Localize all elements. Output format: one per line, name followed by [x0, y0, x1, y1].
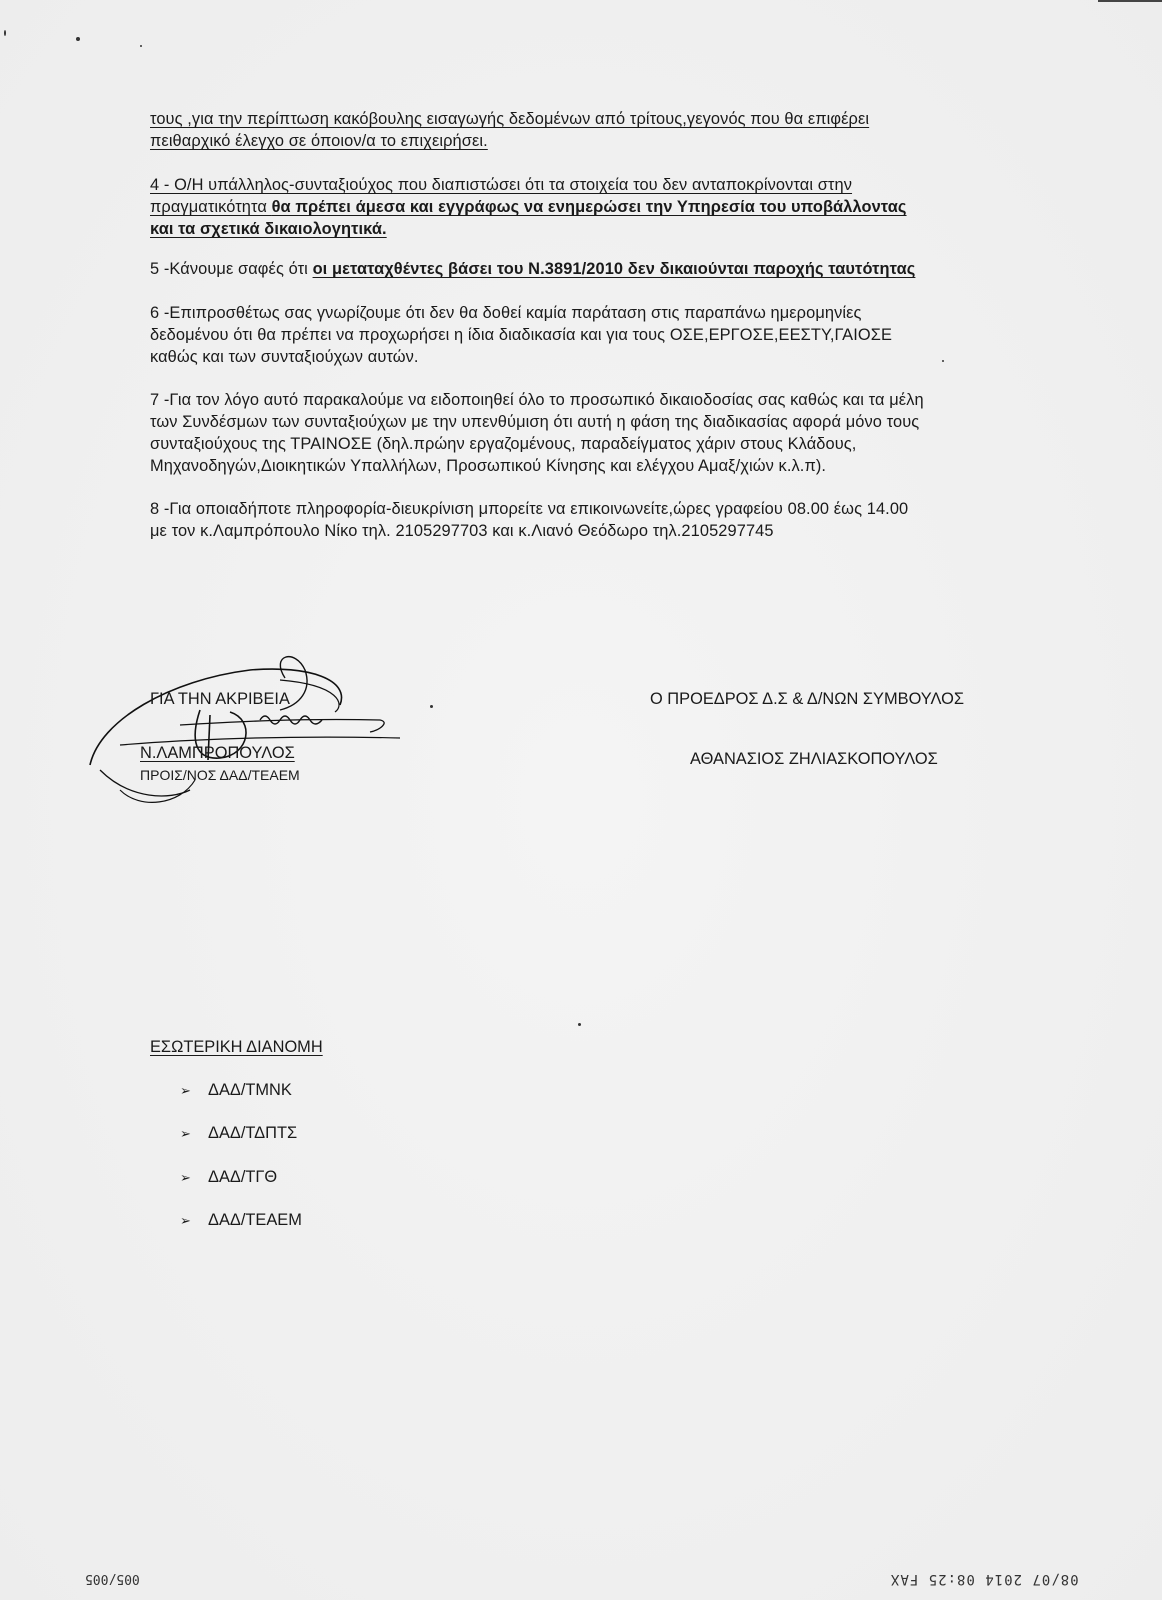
fax-timestamp: 08/07 2014 08:25 FAX	[890, 1571, 1079, 1587]
text-span-bold: οι μεταταχθέντες βάσει του Ν.3891/2010 δεν δικαιούνται παροχής ταυτότητας	[312, 260, 916, 278]
scan-speck	[140, 45, 142, 47]
paragraph-3-tail	[150, 108, 1080, 152]
text-line: 8 -Για οποιαδήποτε πληροφορία-διευκρίνιση μπορείτε να επικοινωνείτε,ώρες γραφείου 08.00 έως 14.00	[150, 500, 909, 518]
text-line: συνταξιούχους της ΤΡΑΙΝΟΣΕ (δηλ.πρώην εργαζομένους, παραδείγματος χάριν στους Κλάδους,	[150, 435, 857, 453]
text-line: των Συνδέσμων των συνταξιούχων με την υπενθύμιση ότι αυτή η φάση της διαδικασίας αφορά μόνο τους	[150, 413, 920, 431]
text-line	[150, 258, 1080, 280]
text-span: 5 -Κάνουμε σαφές ότι	[150, 260, 313, 278]
scan-edge-line	[1098, 0, 1162, 2]
list-item-label: ΔΑΔ/ΤΜΝΚ	[208, 1081, 292, 1099]
certification-label: ΓΙΑ ΤΗΝ ΑΚΡΙΒΕΙΑ	[150, 690, 290, 708]
arrow-bullet-icon: ➢	[180, 1083, 191, 1098]
text-span: πραγματικότητα	[150, 198, 272, 216]
paragraph-6	[150, 302, 1080, 368]
scan-speck	[76, 37, 80, 41]
list-item	[180, 1124, 297, 1143]
text-line: πειθαρχικό έλεγχο σε όποιον/α το επιχειρήσει.	[150, 132, 488, 150]
scan-speck	[578, 1023, 581, 1026]
distribution-title: ΕΣΩΤΕΡΙΚΗ ΔΙΑΝΟΜΗ	[150, 1038, 323, 1056]
text-line: καθώς και των συνταξιούχων αυτών.	[150, 348, 419, 366]
text-line: με τον κ.Λαμπρόπουλο Νίκο τηλ. 2105297703 και κ.Λιανό Θεόδωρο τηλ.2105297745	[150, 522, 774, 540]
list-item-label: ΔΑΔ/ΤΕΑΕΜ	[208, 1211, 302, 1229]
president-title: Ο ΠΡΟΕΔΡΟΣ Δ.Σ & Δ/ΝΩΝ ΣΥΜΒΟΥΛΟΣ	[650, 690, 964, 708]
list-item	[180, 1081, 292, 1100]
text-line: Μηχανοδηγών,Διοικητικών Υπαλλήλων, Προσωπικού Κίνησης και ελέγχου Αμαξ/χιών κ.λ.π).	[150, 457, 827, 475]
scan-speck	[4, 30, 6, 36]
president-name: ΑΘΑΝΑΣΙΟΣ ΖΗΛΙΑΣΚΟΠΟΥΛΟΣ	[690, 750, 938, 768]
arrow-bullet-icon: ➢	[180, 1170, 191, 1185]
paragraph-5	[150, 258, 1080, 280]
scan-speck	[430, 705, 433, 708]
text-line	[150, 196, 1080, 218]
text-line: τους ,για την περίπτωση κακόβουλης εισαγωγής δεδομένων από τρίτους,γεγονός που θα επιφέρει	[150, 110, 870, 128]
signatory-name: Ν.ΛΑΜΠΡΟΠΟΥΛΟΣ	[140, 744, 295, 762]
paragraph-8	[150, 498, 1080, 542]
arrow-bullet-icon: ➢	[180, 1213, 191, 1228]
text-line: δεδομένου ότι θα πρέπει να προχωρήσει η ίδια διαδικασία και για τους ΟΣΕ,ΕΡΓΟΣΕ,ΕΕΣΤΥ,ΓΑΙΟΣΕ	[150, 326, 892, 344]
paragraph-7	[150, 389, 1080, 477]
fax-page-counter: 005/005	[85, 1571, 140, 1586]
list-item-label: ΔΑΔ/ΤΓΘ	[208, 1168, 278, 1186]
text-line: 6 -Επιπροσθέτως σας γνωρίζουμε ότι δεν θα δοθεί καμία παράταση στις παραπάνω ημερομηνίες	[150, 304, 862, 322]
paragraph-4	[150, 174, 1080, 240]
text-line: 4 - Ο/Η υπάλληλος-συνταξιούχος που διαπιστώσει ότι τα στοιχεία του δεν ανταποκρίνονται στην	[150, 176, 853, 194]
text-line: και τα σχετικά δικαιολογητικά.	[150, 220, 387, 238]
handwritten-signature	[80, 650, 420, 820]
list-item-label: ΔΑΔ/ΤΔΠΤΣ	[208, 1124, 298, 1142]
text-line: 7 -Για τον λόγο αυτό παρακαλούμε να ειδοποιηθεί όλο το προσωπικό δικαιοδοσίας σας καθώς και τα μέλη	[150, 391, 924, 409]
signatory-title: ΠΡΟΙΣ/ΝΟΣ ΔΑΔ/ΤΕΑΕΜ	[140, 767, 300, 783]
arrow-bullet-icon: ➢	[180, 1126, 191, 1141]
text-span-bold: θα πρέπει άμεσα και εγγράφως να ενημερώσει την Υπηρεσία του υποβάλλοντας	[271, 198, 907, 216]
list-item	[180, 1168, 277, 1187]
list-item	[180, 1211, 302, 1230]
